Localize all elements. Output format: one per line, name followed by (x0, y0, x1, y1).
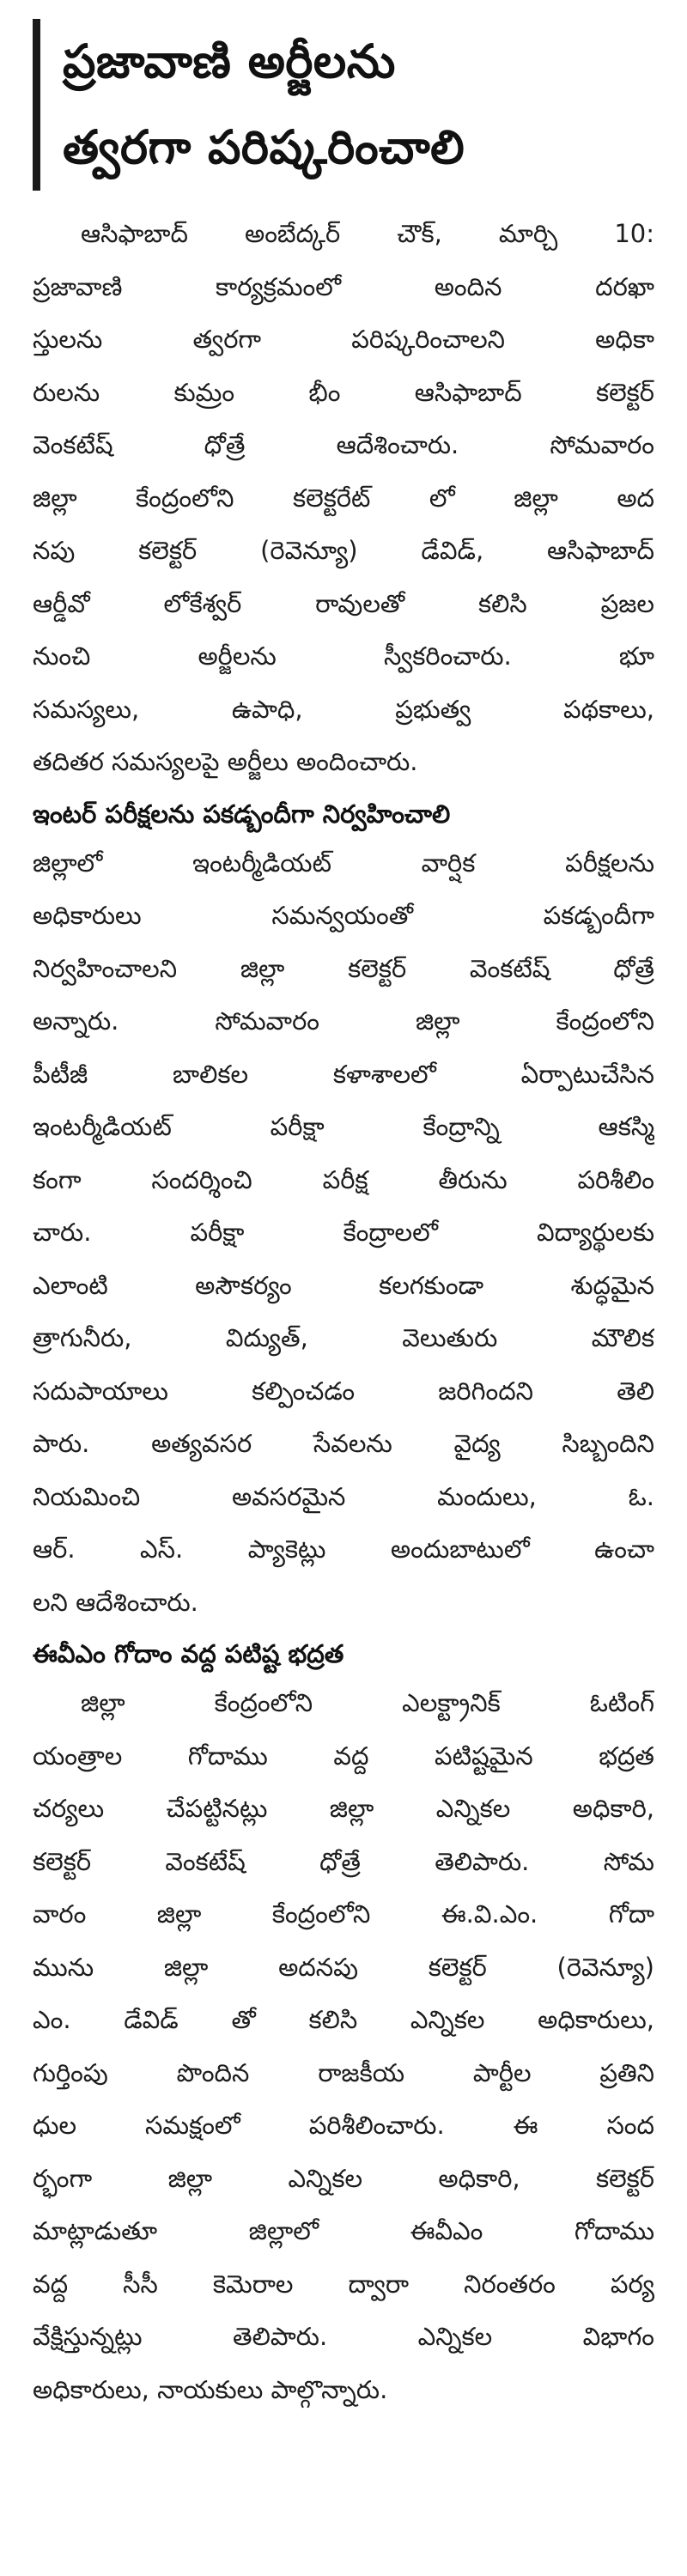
body-line: వెంకటేష్ ధోత్రే ఆదేశించారు. సోమవారం (33, 430, 654, 459)
exams-subheading: ఇంటర్ పరీక్షలను పకడ్బందీగా నిర్వహించాలి (33, 799, 451, 829)
body-line: వద్ద సీసీ కెమెరాల ద్వారా నిరంతరం పర్య (33, 2269, 654, 2299)
body-line: ప్రజావాణి కార్యక్రమంలో అందిన దరఖా (33, 271, 654, 301)
headline-line-1: ప్రజావాణి అర్జీలను (63, 34, 396, 88)
intro-paragraph (33, 208, 654, 789)
body-line: గుర్తింపు పొందిన రాజకీయ పార్టీల ప్రతిని (33, 2057, 654, 2087)
body-line: రులను కుమ్రం భీం ఆసిఫాబాద్ కలెక్టర్ (33, 377, 654, 407)
body-line: నపు కలెక్టర్ (రెవెన్యూ) డేవిడ్, ఆసిఫాబాద్ (33, 536, 654, 565)
body-line: అన్నారు. సోమవారం జిల్లా కేంద్రంలోని (33, 1006, 654, 1036)
body-line: కంగా సందర్శించి పరీక్ష తీరును పరిశీలిం (33, 1164, 654, 1194)
body-line: జిల్లా కేంద్రంలోని ఎలక్ట్రానిక్ ఓటింగ్ (81, 1688, 654, 1717)
body-line: అధికారులు, నాయకులు పాల్గొన్నారు. (33, 2374, 388, 2404)
body-line: మును జిల్లా అదనపు కలెక్టర్ (రెవెన్యూ) (33, 1952, 654, 1982)
evm-subheading: ఈవీఎం గోదాం వద్ద పటిష్ట భద్రత (33, 1639, 344, 1668)
body-line: జిల్లా కేంద్రంలోని కలెక్టరేట్ లో జిల్లా అద (33, 483, 654, 513)
body-line: ఎలాంటి అసౌకర్యం కలగకుండా శుద్ధమైన (33, 1270, 654, 1300)
body-line: చర్యలు చేపట్టినట్లు జిల్లా ఎన్నికల అధికారి, (33, 1794, 654, 1823)
headline-line-2: త్వరగా పరిష్కరించాలి (63, 120, 465, 174)
body-line: ఇంటర్మీడియట్ పరీక్షా కేంద్రాన్ని ఆకస్మి (33, 1112, 654, 1141)
body-line: జిల్లాలో ఇంటర్మీడియట్ వార్షిక పరీక్షలను (33, 848, 654, 878)
body-line: వారం జిల్లా కేంద్రంలోని ఈ.వి.ఎం. గోదా (33, 1899, 654, 1929)
body-line: అధికారులు సమన్వయంతో పకడ్బందీగా (33, 901, 654, 930)
exams-section (33, 793, 654, 1630)
body-line: ఆర్. ఎస్. ప్యాకెట్లు అందుబాటులో ఉంచా (33, 1534, 654, 1564)
body-line: నియమించి అవసరమైన మందులు, ఓ. (33, 1481, 654, 1511)
headline (33, 19, 654, 191)
body-line: పీటీజీ బాలికల కళాశాలలో ఏర్పాటుచేసిన (33, 1059, 654, 1089)
body-line: నిర్వహించాలని జిల్లా కలెక్టర్ వెంకటేష్ ధోత్రే (33, 953, 654, 983)
body-line: పారు. అత్యవసర సేవలను వైద్య సిబ్బందిని (33, 1429, 654, 1458)
body-line: ఆసిఫాబాద్ అంబేద్కర్ చౌక్, మార్చి 10: (81, 219, 654, 248)
body-line: సమస్యలు, ఉపాధి, ప్రభుత్వ పథకాలు, (33, 694, 654, 724)
body-line: వేక్షిస్తున్నట్లు తెలిపారు. ఎన్నికల విభాగం (33, 2322, 654, 2351)
body-line: ఎం. డేవిడ్ తో కలిసి ఎన్నికల అధికారులు, (33, 2005, 654, 2034)
body-line: తదితర సమస్యలపై అర్జీలు అందించారు. (33, 747, 418, 776)
body-line: చారు. పరీక్షా కేంద్రాలలో విద్యార్థులకు (33, 1218, 654, 1247)
body-line: ధుల సమక్షంలో పరిశీలించారు. ఈ సంద (33, 2111, 654, 2140)
body-line: త్రాగునీరు, విద్యుత్, వెలుతురు మౌలిక (33, 1323, 654, 1352)
body-line: యంత్రాల గోదాము వద్ద పటిష్టమైన భద్రత (33, 1741, 654, 1771)
body-line: ర్భంగా జిల్లా ఎన్నికల అధికారి, కలెక్టర్ (33, 2163, 654, 2193)
body-line: కలెక్టర్ వెంకటేష్ ధోత్రే తెలిపారు. సోమ (33, 1846, 654, 1876)
body-line: ఆర్డీవో లోకేశ్వర్ రావులతో కలిసి ప్రజల (33, 588, 654, 618)
body-line: లని ఆదేశించారు. (33, 1587, 198, 1617)
evm-section (33, 1632, 654, 2416)
body-line: మాట్లాడుతూ జిల్లాలో ఈవీఎం గోదాము (33, 2216, 654, 2245)
body-line: స్తులను త్వరగా పరిష్కరించాలని అధికా (33, 325, 654, 354)
body-line: సదుపాయాలు కల్పించడం జరిగిందని తెలి (33, 1376, 654, 1406)
body-line: నుంచి అర్జీలను స్వీకరించారు. భూ (33, 641, 654, 671)
